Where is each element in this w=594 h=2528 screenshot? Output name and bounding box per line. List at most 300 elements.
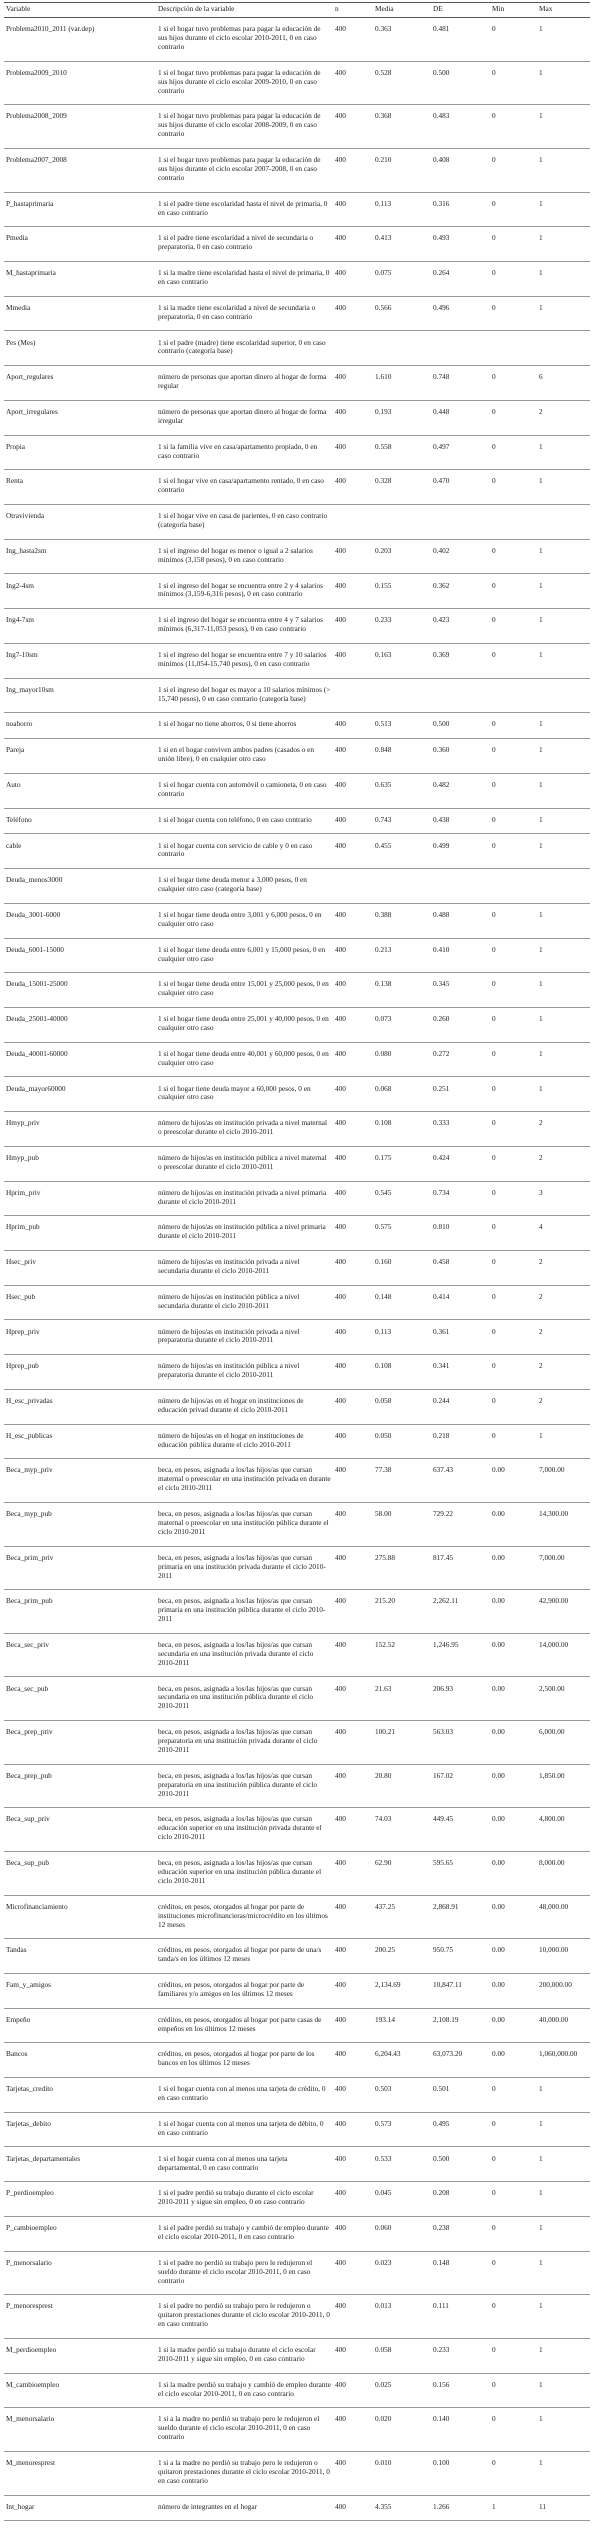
cell-de: 0.345 xyxy=(433,979,450,989)
cell-max: 1 xyxy=(539,2084,543,2094)
cell-descripcion: 1 si el hogar cuenta con teléfono, 0 en caso contrario xyxy=(158,814,312,824)
cell-min: 0.00 xyxy=(492,1980,505,1990)
cell-min: 0 xyxy=(492,979,496,989)
cell-media: 1.610 xyxy=(375,372,392,382)
cell-max: 1 xyxy=(539,1083,543,1093)
cell-n: 400 xyxy=(335,1552,346,1562)
cell-de: 0.496 xyxy=(433,302,450,312)
cell-variable: Deuda_40001-60000 xyxy=(6,1048,68,1058)
table-row xyxy=(4,773,590,808)
cell-min: 0 xyxy=(492,155,496,165)
cell-max xyxy=(537,504,590,539)
table-row xyxy=(4,2147,590,2182)
cell-media: 0.545 xyxy=(375,1187,392,1197)
cell-media: 0.558 xyxy=(375,441,392,451)
cell-min: 0 xyxy=(492,1396,496,1405)
cell-max: 200,000.00 xyxy=(539,1980,572,1990)
cell-de: 0.500 xyxy=(433,719,450,729)
cell-n: 400 xyxy=(335,1187,346,1197)
cell-media: 74.03 xyxy=(375,1814,392,1824)
cell-variable: Pmedia xyxy=(6,233,28,243)
cell-descripcion: 1 si la madre tiene escolaridad a nivel de secundaria o preparatoria, 0 en caso contrario xyxy=(158,302,316,321)
cell-min: 0 xyxy=(492,909,496,919)
cell-media: 0.138 xyxy=(375,979,392,989)
cell-min: 0 xyxy=(492,2118,496,2128)
cell-descripcion: beca, en pesos, asignada a los/las hijos/as que cursan preparatoria en una institución privada durante el ciclo 2010-2011 xyxy=(158,1727,318,1754)
cell-media: 0.163 xyxy=(375,650,392,659)
cell-variable: Deuda_mayor60000 xyxy=(6,1083,66,1093)
cell-max: 1 xyxy=(539,545,543,555)
cell-descripcion: 1 si el hogar cuenta con servicio de cable y 0 en caso contrario xyxy=(158,840,313,859)
cell-de: 563.03 xyxy=(433,1727,454,1737)
cell-de: 0.251 xyxy=(433,1083,450,1093)
cell-variable: Beca_myp_priv xyxy=(6,1465,53,1475)
cell-variable: Deuda_3001-6000 xyxy=(6,909,61,919)
cell-max: 1 xyxy=(539,2188,543,2198)
cell-variable: Ing_mayor10sm xyxy=(6,684,54,694)
cell-media: 437.25 xyxy=(375,1901,396,1911)
cell-n: 400 xyxy=(335,302,346,312)
cell-variable: Ing7-10sm xyxy=(6,650,38,659)
cell-max: 1 xyxy=(539,745,543,755)
table-row xyxy=(4,1973,590,2008)
table-row xyxy=(4,1007,590,1042)
cell-min: 0 xyxy=(492,406,496,416)
cell-min: 0 xyxy=(492,198,496,208)
cell-n: 400 xyxy=(335,745,346,755)
cell-de: 0.148 xyxy=(433,2257,450,2267)
cell-media: 0.010 xyxy=(375,2458,392,2468)
column-header-variable: Variable xyxy=(6,4,31,13)
cell-n: 400 xyxy=(335,1361,346,1371)
cell-variable: Pareja xyxy=(6,745,25,755)
cell-variable: Aport_irregulares xyxy=(6,406,58,416)
table-header xyxy=(4,3,590,18)
cell-de: 0.238 xyxy=(433,2223,450,2233)
cell-media: 0.113 xyxy=(375,1326,392,1336)
cell-n: 400 xyxy=(335,1465,346,1475)
cell-n xyxy=(333,678,373,713)
cell-variable: Beca_sec_priv xyxy=(6,1639,49,1649)
cell-n: 400 xyxy=(335,2257,346,2267)
cell-max: 1 xyxy=(539,814,543,824)
cell-descripcion: número de hijos/as en institución privada a nivel primaria durante el ciclo 2010-2011 xyxy=(158,1187,327,1206)
cell-variable: Beca_prim_pub xyxy=(6,1596,53,1606)
cell-de: 0.208 xyxy=(433,2188,450,2198)
cell-min: 0.00 xyxy=(492,2049,505,2059)
cell-descripcion: 1 si el hogar tuvo problemas para pagar la educación de sus hijos durante el ciclo escolar 2008-2009, 0 en caso contrario xyxy=(158,111,321,139)
cell-n: 400 xyxy=(335,1980,346,1990)
table-row xyxy=(4,1077,590,1112)
cell-variable: Beca_sup_priv xyxy=(6,1814,50,1824)
cell-variable: M_perdioempleo xyxy=(6,2345,57,2355)
cell-min: 0.00 xyxy=(492,1814,505,1824)
cell-media: 4.355 xyxy=(375,2501,392,2511)
cell-variable: Hmyp_pub xyxy=(6,1152,39,1162)
cell-descripcion: 1 si el ingreso del hogar es menor o igual a 2 salarios mínimos (3,158 pesos), 0 en caso contrario xyxy=(158,545,313,564)
cell-variable: Beca_prim_priv xyxy=(6,1552,54,1562)
cell-de: 0.493 xyxy=(433,233,450,243)
cell-max: 1 xyxy=(539,2153,543,2163)
cell-max: 1 xyxy=(539,2257,543,2267)
cell-descripcion: 1 si el padre no perdió su trabajo pero le redujeron el sueldo durante el ciclo escolar 2010-2011, 0 en caso contrario xyxy=(158,2257,313,2285)
cell-max: 1 xyxy=(539,2379,543,2389)
table-row xyxy=(4,903,590,938)
table-row xyxy=(4,2078,590,2113)
cell-de: 0.156 xyxy=(433,2379,450,2389)
cell-de: 2,108.19 xyxy=(433,2014,459,2024)
table-row xyxy=(4,435,590,470)
cell-max: 1 xyxy=(539,2458,543,2468)
cell-de: 950.75 xyxy=(433,1945,454,1955)
cell-n: 400 xyxy=(335,979,346,989)
cell-descripcion: beca, en pesos, asignada a los/las hijos/as que cursan educación superior en una institución privada durante el ciclo 2010-2011 xyxy=(158,1814,322,1842)
cell-media: 0.013 xyxy=(375,2301,392,2311)
cell-descripcion: 1 si el hogar tiene deuda entre 40,001 y 60,000 pesos, 0 en cualquier otro caso xyxy=(158,1048,329,1067)
cell-max xyxy=(537,678,590,713)
cell-max: 1 xyxy=(539,779,543,789)
table-row xyxy=(4,1216,590,1251)
cell-max: 1 xyxy=(539,2223,543,2233)
cell-descripcion: 1 si la madre perdió su trabajo durante el ciclo escolar 2010-2011 y sigue sin empleo, 0 en caso contrario xyxy=(158,2345,316,2363)
cell-variable: Pes (Mes) xyxy=(6,337,36,347)
cell-media xyxy=(373,678,431,713)
cell-de: 595.65 xyxy=(433,1858,454,1868)
cell-variable: Int_hogar xyxy=(6,2501,35,2511)
cell-media: 0.108 xyxy=(375,1118,392,1128)
cell-media: 62.90 xyxy=(375,1858,392,1868)
cell-n: 400 xyxy=(335,944,346,954)
cell-de: 0.424 xyxy=(433,1152,450,1162)
cell-variable: Otravivienda xyxy=(6,511,45,521)
cell-max: 1,060,000.00 xyxy=(539,2049,578,2059)
table-row xyxy=(4,192,590,227)
header-row xyxy=(4,3,590,18)
table-row xyxy=(4,609,590,644)
table-row xyxy=(4,2008,590,2043)
cell-descripcion: número de integrantes en el hogar xyxy=(158,2501,258,2511)
table-row xyxy=(4,2373,590,2408)
cell-n: 400 xyxy=(335,1222,346,1232)
cell-media: 200.25 xyxy=(375,1945,396,1955)
cell-max: 1 xyxy=(539,979,543,989)
cell-de: 0.410 xyxy=(433,944,450,954)
cell-variable: Ing_hasta2sm xyxy=(6,545,47,555)
cell-max: 1 xyxy=(539,615,543,625)
cell-n: 400 xyxy=(335,155,346,165)
cell-de: 0.361 xyxy=(433,1326,450,1336)
cell-de xyxy=(431,869,490,904)
cell-min: 0 xyxy=(492,268,496,278)
cell-n: 400 xyxy=(335,1901,346,1911)
cell-min: 0 xyxy=(492,2223,496,2233)
cell-min: 0 xyxy=(492,111,496,121)
table-row xyxy=(4,2295,590,2339)
cell-variable: H_esc_publicas xyxy=(6,1430,53,1440)
cell-min: 0 xyxy=(492,2153,496,2163)
table-row xyxy=(4,1042,590,1077)
cell-de: 2,262.11 xyxy=(433,1596,459,1606)
cell-variable: Ing4-7sm xyxy=(6,615,34,625)
cell-max: 1 xyxy=(539,2345,543,2355)
cell-max: 1 xyxy=(539,2301,543,2311)
cell-de xyxy=(431,331,490,366)
cell-min: 0 xyxy=(492,1222,496,1232)
cell-de: 449.45 xyxy=(433,1814,454,1824)
cell-media: 0.073 xyxy=(375,1014,392,1024)
cell-n: 400 xyxy=(335,24,346,34)
cell-min: 0.00 xyxy=(492,1683,505,1693)
cell-descripcion: beca, en pesos, asignada a los/las hijos/as que cursan primaria en una institución privada durante el ciclo 2010-2011 xyxy=(158,1552,326,1580)
cell-descripcion: número de hijos/as en institución pública a nivel secundaria durante el ciclo 2010-2011 xyxy=(158,1291,300,1310)
cell-variable: P_menorsalario xyxy=(6,2257,52,2267)
cell-n: 400 xyxy=(335,545,346,555)
cell-min: 0 xyxy=(492,476,496,486)
cell-n xyxy=(333,869,373,904)
cell-descripcion: número de personas que aportan dinero al hogar de forma irregular xyxy=(158,406,327,425)
cell-media: 0.533 xyxy=(375,2153,392,2163)
cell-de: 0.500 xyxy=(433,2153,450,2163)
cell-n: 400 xyxy=(335,1014,346,1024)
cell-max: 1 xyxy=(539,476,543,486)
cell-descripcion: número de personas que aportan dinero al hogar de forma regular xyxy=(158,372,327,391)
table-row xyxy=(4,366,590,401)
cell-max: 10,000.00 xyxy=(539,1945,569,1955)
cell-media: 0.068 xyxy=(375,1083,392,1093)
cell-descripcion: 1 si el ingreso del hogar se encuentra entre 4 y 7 salarios mínimos (6,317-11,053 pesos), 0 en caso contrario xyxy=(158,615,323,634)
cell-min: 0 xyxy=(492,944,496,954)
cell-variable: Beca_sec_pub xyxy=(6,1683,49,1693)
cell-descripcion: 1 si el hogar vive en casa de parientes, 0 en caso contrario (categoría base) xyxy=(158,511,328,530)
cell-media: 0.513 xyxy=(375,719,392,729)
cell-variable: Empeño xyxy=(6,2014,31,2024)
cell-descripcion: 1 si el hogar vive en casa/apartamento rentado, 0 en caso contrario xyxy=(158,476,324,495)
cell-min: 0 xyxy=(492,719,496,729)
cell-descripcion: 1 si el hogar tiene deuda mayor a 60,000 pesos, 0 en cualquier otro caso xyxy=(158,1083,311,1102)
cell-min: 0 xyxy=(492,302,496,312)
cell-min: 0 xyxy=(492,2257,496,2267)
cell-max: 6,000.00 xyxy=(539,1727,565,1737)
cell-min: 0 xyxy=(492,615,496,625)
cell-media: 0.080 xyxy=(375,1048,392,1058)
cell-variable: P_hastaprimaria xyxy=(6,198,54,208)
cell-de: 0.341 xyxy=(433,1361,450,1371)
cell-variable: M_menorsalario xyxy=(6,2414,55,2424)
cell-media: 6,204.43 xyxy=(375,2049,401,2059)
table-row xyxy=(4,2251,590,2295)
cell-min: 0 xyxy=(492,1187,496,1197)
cell-descripcion: 1 si el padre perdió su trabajo durante el ciclo escolar 2010-2011 y sigue sin empleo, 0 en caso contrario xyxy=(158,2188,314,2207)
cell-media: 0.635 xyxy=(375,779,392,789)
cell-variable: Auto xyxy=(6,779,21,789)
cell-max: 2 xyxy=(539,1361,543,1371)
table-row xyxy=(4,470,590,505)
cell-max xyxy=(537,331,590,366)
cell-n: 400 xyxy=(335,1291,346,1301)
cell-min: 0.00 xyxy=(492,1858,505,1868)
cell-descripcion: número de hijos/as en el hogar en instituciones de educación pública durante el ciclo 2010-2011 xyxy=(158,1430,304,1449)
cell-variable: Microfinanciamiento xyxy=(6,1901,68,1911)
cell-de: 0.810 xyxy=(433,1222,450,1232)
table-row xyxy=(4,1146,590,1181)
cell-descripcion: 1 si a la madre no perdió su trabajo pero le redujeron el sueldo durante el ciclo escolar 2010-2011, 0 en caso contrario xyxy=(158,2414,320,2442)
table-row xyxy=(4,1355,590,1390)
cell-max: 1 xyxy=(539,302,543,312)
cell-descripcion: 1 si el hogar tiene deuda entre 25,001 y 40,000 pesos, 0 en cualquier otro caso xyxy=(158,1014,329,1032)
cell-descripcion: 1 si el hogar cuenta con al menos una tarjeta de crédito, 0 en caso contrario xyxy=(158,2084,326,2103)
cell-variable: cable xyxy=(6,840,22,850)
cell-de: 0.497 xyxy=(433,441,450,451)
cell-max: 1 xyxy=(539,111,543,121)
table-body xyxy=(4,18,590,2521)
cell-variable: Teléfono xyxy=(6,814,32,824)
cell-n: 400 xyxy=(335,2223,346,2233)
cell-min: 0 xyxy=(492,2301,496,2311)
cell-max: 4,800.00 xyxy=(539,1814,565,1824)
cell-de: 0.423 xyxy=(433,615,450,625)
cell-descripcion: 1 si el hogar tuvo problemas para pagar la educación de sus hijos durante el ciclo escolar 2010-2011, 0 en caso contrario xyxy=(158,24,321,51)
cell-max: 1 xyxy=(539,2414,543,2424)
cell-de: 0.316 xyxy=(433,198,450,208)
cell-de: 63,073.20 xyxy=(433,2049,463,2059)
cell-descripcion: créditos, en pesos, otorgados al hogar por parte de una/s tanda/s en los últimos 12 meses xyxy=(158,1945,322,1964)
cell-min: 0.00 xyxy=(492,1509,505,1519)
cell-de: 0.500 xyxy=(433,67,450,77)
cell-media: 0.328 xyxy=(375,476,392,486)
cell-descripcion: número de hijos/as en institución privada a nivel preparatoria durante el ciclo 2010-2011 xyxy=(158,1326,300,1345)
cell-descripcion: 1 si el padre no perdió su trabajo pero le redujeron o quitaron prestaciones durante el ciclo escolar 2010-2011, 0 en caso contrario xyxy=(158,2301,330,2329)
cell-variable: Deuda_menos3000 xyxy=(6,875,63,885)
cell-min: 0 xyxy=(492,745,496,755)
cell-min: 0 xyxy=(492,1361,496,1371)
cell-max: 2 xyxy=(539,1291,543,1301)
cell-media: 0.368 xyxy=(375,111,392,121)
cell-min xyxy=(490,504,537,539)
cell-max: 1 xyxy=(539,1048,543,1058)
cell-max: 42,900.00 xyxy=(539,1596,569,1606)
cell-max: 1 xyxy=(539,840,543,850)
cell-variable: Tarjetas_credito xyxy=(6,2084,53,2094)
cell-descripcion: beca, en pesos, asignada a los/las hijos/as que cursan maternal o preescolar en una institución pública durante el ciclo 2010-2011 xyxy=(158,1509,329,1536)
cell-min: 0.00 xyxy=(492,1901,505,1911)
cell-media: 0.528 xyxy=(375,67,392,77)
cell-variable: P_menoresprest xyxy=(6,2301,53,2311)
cell-n: 400 xyxy=(335,580,346,590)
table-row xyxy=(4,2495,590,2521)
cell-n: 400 xyxy=(335,2414,346,2424)
cell-descripcion: 1 si el padre tiene escolaridad hasta el nivel de primaria, 0 en caso contrario xyxy=(158,198,328,217)
cell-descripcion: beca, en pesos, asignada a los/las hijos/as que cursan educación superior en una institución pública durante el ciclo 2010-2011 xyxy=(158,1858,322,1885)
cell-descripcion: beca, en pesos, asignada a los/las hijos/as que cursan preparatoria en una institución pública durante el ciclo 2010-2011 xyxy=(158,1770,318,1798)
cell-min: 0.00 xyxy=(492,1727,505,1737)
cell-max: 7,000.00 xyxy=(539,1552,565,1562)
column-header-de: DE xyxy=(433,4,443,13)
cell-de: 0.481 xyxy=(433,24,450,34)
cell-descripcion: 1 si el padre perdió su trabajo y cambió de empleo durante el ciclo escolar 2010-2011, 0 en caso contrario xyxy=(158,2223,329,2241)
cell-media: 0.060 xyxy=(375,2223,392,2233)
cell-media: 0.203 xyxy=(375,545,392,555)
cell-n: 400 xyxy=(335,2345,346,2355)
cell-media: 0.050 xyxy=(375,1430,392,1440)
cell-n: 400 xyxy=(335,2301,346,2311)
cell-min: 0.00 xyxy=(492,1639,505,1649)
cell-max: 3 xyxy=(539,1187,543,1197)
cell-descripcion: 1 si el padre tiene escolaridad a nivel de secundaria o preparatoria, 0 en caso contrario xyxy=(158,233,314,252)
cell-max: 1 xyxy=(539,441,543,451)
column-header-media: Media xyxy=(375,4,394,13)
cell-descripcion: 1 si el ingreso del hogar es mayor a 10 salarios mínimos (> 15,740 pesos), 0 en caso contrario (categoría base) xyxy=(158,684,331,703)
cell-min: 0 xyxy=(492,1430,496,1440)
table-row xyxy=(4,2043,590,2078)
table-row xyxy=(4,1721,590,1765)
cell-de: 0.233 xyxy=(433,2345,450,2355)
cell-media: 77.38 xyxy=(375,1465,392,1475)
table-row xyxy=(4,574,590,609)
cell-descripcion: número de hijos/as en institución privada a nivel secundaria durante el ciclo 2010-2011 xyxy=(158,1257,300,1276)
table-row xyxy=(4,148,590,192)
table-row xyxy=(4,1181,590,1216)
cell-variable: Ing2-4sm xyxy=(6,580,34,590)
table-row xyxy=(4,1633,590,1677)
cell-descripcion: 1 si el hogar cuenta con automóvil o camioneta, 0 en caso contrario xyxy=(158,779,327,798)
cell-min: 0 xyxy=(492,2458,496,2468)
cell-min: 0 xyxy=(492,1014,496,1024)
cell-de: 0.470 xyxy=(433,476,450,486)
cell-n: 400 xyxy=(335,650,346,659)
cell-n: 400 xyxy=(335,233,346,243)
cell-min: 0 xyxy=(492,580,496,590)
cell-n xyxy=(333,504,373,539)
cell-de xyxy=(431,504,490,539)
cell-variable: Aport_regulares xyxy=(6,372,54,382)
cell-n: 400 xyxy=(335,2188,346,2198)
cell-max: 1 xyxy=(539,580,543,590)
table-row xyxy=(4,1112,590,1147)
cell-variable: Renta xyxy=(6,476,24,486)
cell-descripcion: 1 si el hogar tiene deuda menor a 3,000 pesos, 0 en cualquier otro caso (categoría base) xyxy=(158,875,307,894)
cell-n: 400 xyxy=(335,111,346,121)
cell-media: 0.045 xyxy=(375,2188,392,2198)
cell-de: 0.438 xyxy=(433,814,450,824)
table-row xyxy=(4,1895,590,1939)
cell-media: 2,134.69 xyxy=(375,1980,401,1990)
cell-descripcion: créditos, en pesos, otorgados al hogar por parte casas de empeños en los últimos 12 meses xyxy=(158,2014,322,2033)
cell-max xyxy=(537,869,590,904)
cell-descripcion: 1 si a la madre no perdió su trabajo pero le redujeron o quitaron prestaciones durante el ciclo escolar 2010-2011, 0 en caso contrario xyxy=(158,2458,330,2485)
cell-media xyxy=(373,869,431,904)
cell-min: 0 xyxy=(492,1257,496,1267)
cell-n: 400 xyxy=(335,198,346,208)
column-header-max: Max xyxy=(539,4,553,13)
cell-de: 10,847.11 xyxy=(433,1980,462,1990)
cell-media: 0.148 xyxy=(375,1291,392,1301)
cell-media: 0.025 xyxy=(375,2379,392,2389)
cell-descripcion: 1 si la familia vive en casa/apartamento propiado, 0 en caso contrario xyxy=(158,441,318,460)
cell-media: 0.363 xyxy=(375,24,392,34)
column-header-min: Min xyxy=(492,4,505,13)
cell-min: 0 xyxy=(492,2345,496,2355)
cell-descripcion: 1 si el hogar tuvo problemas para pagar la educación de sus hijos durante el ciclo escolar 2007-2008, 0 en caso contrario xyxy=(158,155,321,182)
cell-variable: Bancos xyxy=(6,2049,28,2059)
cell-de: 2,868.91 xyxy=(433,1901,459,1911)
column-header-descripcion: Descripción de la variable xyxy=(158,4,235,13)
cell-de: 206.93 xyxy=(433,1683,454,1693)
table-row xyxy=(4,227,590,262)
cell-media: 0.575 xyxy=(375,1222,392,1232)
cell-max: 14,300.00 xyxy=(539,1509,569,1519)
cell-min: 0.00 xyxy=(492,2014,505,2024)
cell-max: 2 xyxy=(539,1396,543,1405)
